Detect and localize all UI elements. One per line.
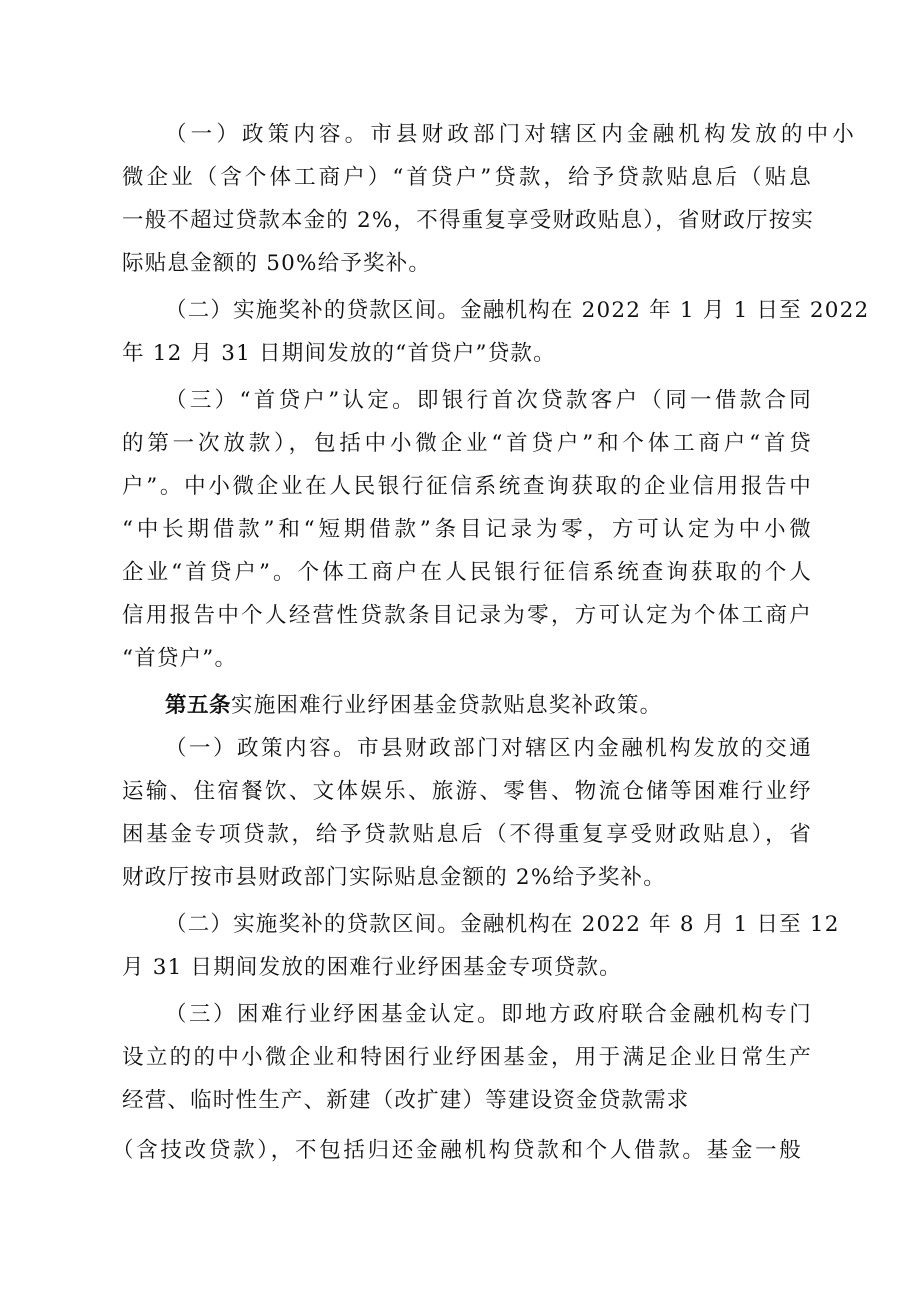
paragraph-line: （二）实施奖补的贷款区间。金融机构在 2022 年 8 月 1 日至 12 <box>165 912 840 937</box>
paragraph-line: （含技改贷款），不包括归还金融机构贷款和个人借款。基金一般 <box>112 1138 802 1163</box>
paragraph-line: （三）“首贷户”认定。即银行首次贷款客户（同一借款合同 <box>165 388 812 413</box>
paragraph-line: 户”。中小微企业在人民银行征信系统查询获取的企业信用报告中 <box>122 474 812 499</box>
paragraph-line: “中长期借款”和“短期借款”条目记录为零，方可认定为中小微 <box>122 517 812 542</box>
paragraph-line: 企业“首贷户”。个体工商户在人民银行征信系统查询获取的个人 <box>122 560 812 585</box>
paragraph-line: 微企业（含个体工商户）“首贷户”贷款，给予贷款贴息后（贴息 <box>122 165 812 190</box>
paragraph-line: （二）实施奖补的贷款区间。金融机构在 2022 年 1 月 1 日至 2022 <box>165 298 870 323</box>
paragraph-line: （一）政策内容。市县财政部门对辖区内金融机构发放的交通 <box>165 736 812 761</box>
paragraph-line: 一般不超过贷款本金的 2%，不得重复享受财政贴息），省财政厅按实 <box>122 208 815 233</box>
paragraph-line: （一）政策内容。市县财政部门对辖区内金融机构发放的中小 <box>165 122 855 147</box>
article-line <box>165 691 855 721</box>
paragraph-line: 际贴息金额的 50%给予奖补。 <box>122 251 432 276</box>
paragraph-line: 月 31 日期间发放的困难行业纾困基金专项贷款。 <box>122 955 622 980</box>
paragraph-line: 设立的的中小微企业和特困行业纾困基金，用于满足企业日常生产 <box>122 1045 812 1070</box>
article-number: 第五条 <box>165 693 232 718</box>
paragraph-line: 运输、住宿餐饮、文体娱乐、旅游、零售、物流仓储等困难行业纾 <box>122 779 812 804</box>
paragraph-line: 信用报告中个人经营性贷款条目记录为零，方可认定为个体工商户 <box>122 603 812 628</box>
paragraph-line: “首贷户”。 <box>122 646 238 671</box>
article-text: 实施困难行业纾困基金贷款贴息奖补政策。 <box>231 693 663 718</box>
paragraph-line: 年 12 月 31 日期间发放的“首贷户”贷款。 <box>122 341 556 366</box>
paragraph-line: 经营、临时性生产、新建（改扩建）等建设资金贷款需求 <box>122 1088 690 1113</box>
paragraph-line: 困基金专项贷款，给予贷款贴息后（不得重复享受财政贴息），省 <box>122 822 812 847</box>
paragraph-line: （三）困难行业纾困基金认定。即地方政府联合金融机构专门 <box>165 1002 812 1027</box>
paragraph-line: 财政厅按市县财政部门实际贴息金额的 2%给予奖补。 <box>122 865 666 890</box>
paragraph-line: 的第一次放款），包括中小微企业“首贷户”和个体工商户“首贷 <box>122 431 812 456</box>
